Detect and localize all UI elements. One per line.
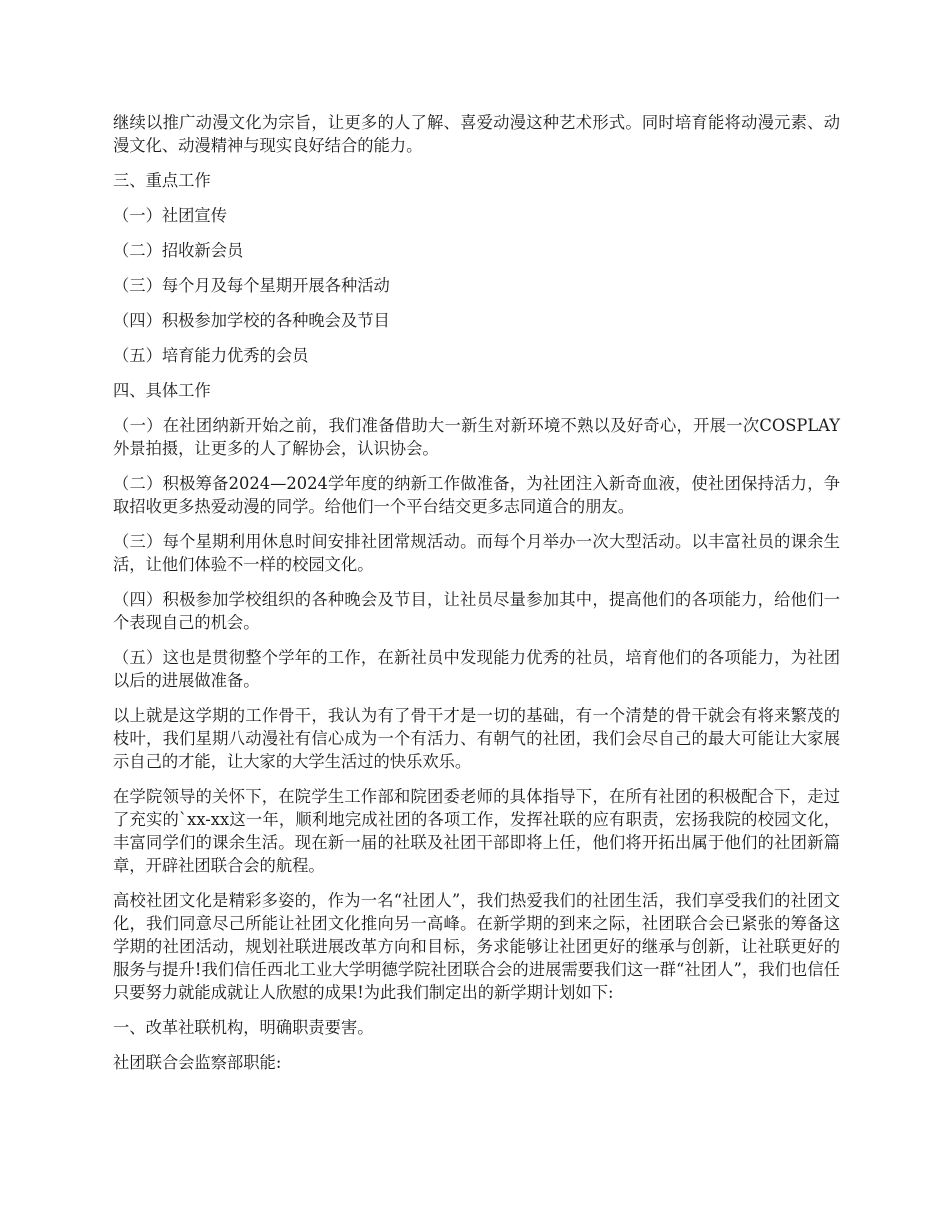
heading-key-work: 三、重点工作 xyxy=(113,171,211,190)
list-item: （五）培育能力优秀的会员 xyxy=(113,346,309,365)
paragraph-culture: 高校社团文化是精彩多姿的，作为一名“社团人”，我们热爱我们的社团生活，我们享受我们的社团文化，我们同意尽己所能让社团文化推向另一高峰。在新学期的到来之际，社团联合会已紧张的筹备这学期的社团活动，规划社联进展改革方向和目标，务求能够让社团更好的继承与创新，让社联更好的服务与提升!我们信任西北工业大学明德学院社团联合会的进展需要我们这一群“社团人”，我们也信任只要努力就能成就让人欣慰的成果!为此我们制定出的新学期计划如下: xyxy=(113,891,840,1002)
list-item: （三）每个月及每个星期开展各种活动 xyxy=(113,276,390,295)
heading-specific-work: 四、具体工作 xyxy=(113,381,211,400)
paragraph-intro: 继续以推广动漫文化为宗旨，让更多的人了解、喜爱动漫这种艺术形式。同时培育能将动漫元素、动漫文化、动漫精神与现实良好结合的能力。 xyxy=(113,113,840,155)
list-item: （四）积极参加学校的各种晚会及节目 xyxy=(113,311,390,330)
paragraph-summary: 以上就是这学期的工作骨干，我认为有了骨干才是一切的基础，有一个清楚的骨干就会有将来繁茂的枝叶，我们星期八动漫社有信心成为一个有活力、有朝气的社团，我们会尽自己的最大可能让大家展示自己的才能，让大家的大学生活过的快乐欢乐。 xyxy=(113,706,840,771)
list-item: （五）这也是贯彻整个学年的工作，在新社员中发现能力优秀的社员，培育他们的各项能力，为社团以后的进展做准备。 xyxy=(113,648,840,690)
list-item: （一）社团宣传 xyxy=(113,206,227,225)
list-item: （一）在社团纳新开始之前，我们准备借助大一新生对新环境不熟以及好奇心，开展一次COSPLAY外景拍摄，让更多的人了解协会，认识协会。 xyxy=(113,416,840,458)
list-item: （二）招收新会员 xyxy=(113,241,244,260)
paragraph-review: 在学院领导的关怀下，在院学生工作部和院团委老师的具体指导下，在所有社团的积极配合下，走过了充实的`xx-xx这一年，顺利地完成社团的各项工作，发挥社联的应有职责，宏扬我院的校园文化，丰富同学们的课余生活。现在新一届的社联及社团干部即将上任，他们将开拓出属于他们的社团新篇章，开辟社团联合会的航程。 xyxy=(113,787,840,875)
document-body xyxy=(113,111,840,1086)
heading-reform: 一、改革社联机构，明确职责要害。 xyxy=(113,1018,374,1037)
list-item: （四）积极参加学校组织的各种晚会及节目，让社员尽量参加其中，提高他们的各项能力，给他们一个表现自己的机会。 xyxy=(113,590,840,632)
paragraph-supervision: 社团联合会监察部职能: xyxy=(113,1053,282,1072)
list-item: （二）积极筹备2024—2024学年度的纳新工作做准备，为社团注入新奇血液，使社团保持活力，争取招收更多热爱动漫的同学。给他们一个平台结交更多志同道合的朋友。 xyxy=(113,474,840,516)
list-item: （三）每个星期利用休息时间安排社团常规活动。而每个月举办一次大型活动。以丰富社员的课余生活，让他们体验不一样的校园文化。 xyxy=(113,532,840,574)
